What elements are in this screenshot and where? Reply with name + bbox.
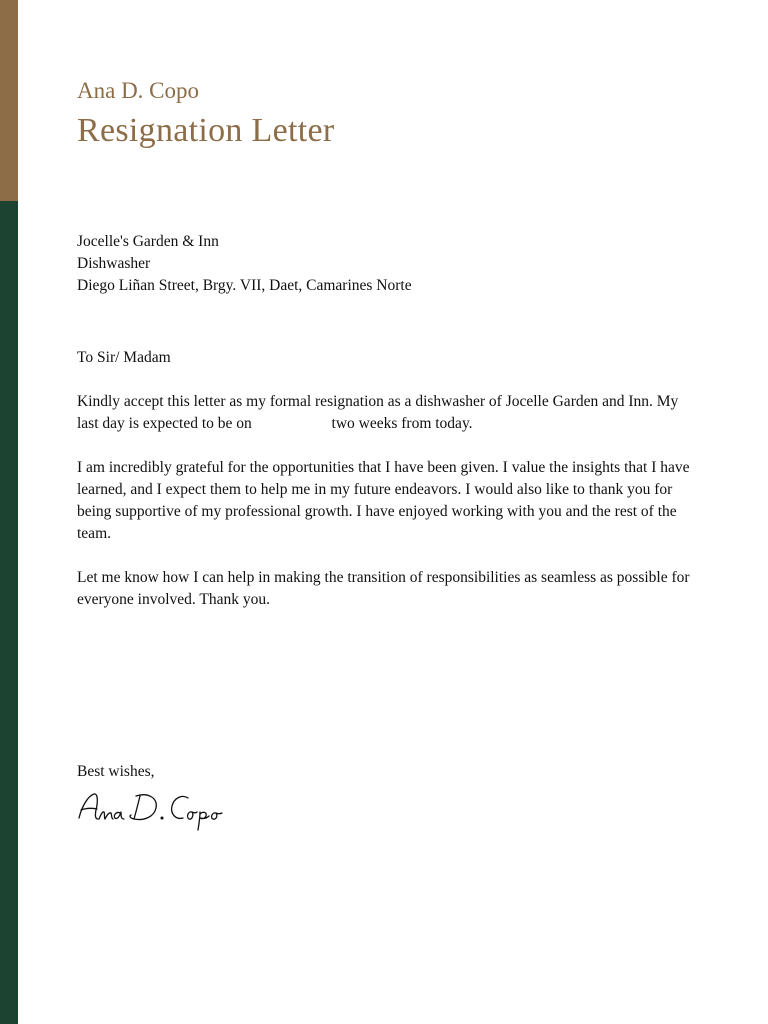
recipient-position: Dishwasher <box>77 255 151 272</box>
accent-bar-green <box>0 201 18 1024</box>
paragraph-1-end: two weeks from today. <box>331 415 473 432</box>
paragraph-2: I am incredibly grateful for the opportunities that I have been given. I value the insights that I have learned, and I expect them to help me in my future endeavors. I would also like to thank you for being supportive of my professional growth. I have enjoyed working with you and the rest of the team. <box>77 459 690 542</box>
accent-bar-brown <box>0 0 18 201</box>
paragraph-3: Let me know how I can help in making the transition of responsibilities as seamless as possible for everyone involved. Thank you. <box>77 569 690 608</box>
sender-name: Ana D. Copo <box>77 78 200 103</box>
greeting: To Sir/ Madam <box>77 349 171 366</box>
recipient-block <box>77 231 717 297</box>
recipient-company: Jocelle's Garden & Inn <box>77 233 219 250</box>
paragraph-1-start: Kindly accept this letter as my formal resignation as a dishwasher of Jocelle Garden and Inn. My last day is expected to be on <box>77 393 679 432</box>
closing: Best wishes, <box>77 763 155 780</box>
letter-title: Resignation Letter <box>77 112 335 149</box>
recipient-address: Diego Liñan Street, Brgy. VII, Daet, Camarines Norte <box>77 277 412 294</box>
paragraph-1 <box>77 391 697 435</box>
signature <box>76 788 246 834</box>
